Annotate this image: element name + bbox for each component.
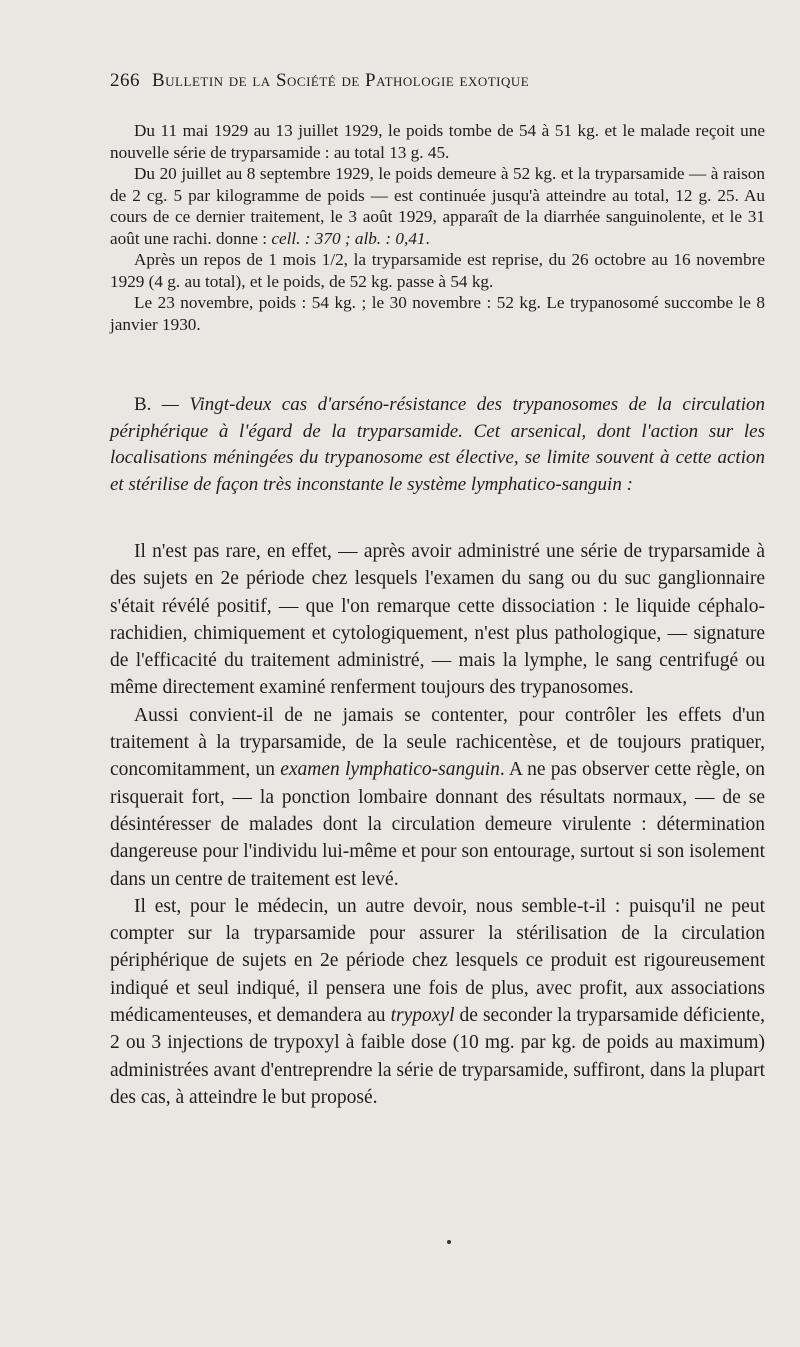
body-paragraph-1: Il n'est pas rare, en effet, — après avoir administré une série de tryparsamide à des sujets en 2e période chez lesquels l'examen du sang ou du suc ganglionnaire s'était révélé positif, — que l'on remarque cette dissociation : le liquide céphalo-rachidien, chimiquement et cytologiquement, n'est plus pathologique, — signature de l'efficacité du traitement administré, — mais la lymphe, le sang centrifugé ou même directement examiné renferment toujours des trypanosomes.: [110, 541, 765, 699]
section-heading-text: — Vingt-deux cas d'arséno-résistance des trypanosomes de la circulation périphérique à l'égard de la tryparsamide. Cet arsenical, dont l'action sur les localisations méningées du trypanosome est élective, se limite souvent à cette action et stérilise de façon très inconstante le système lymphatico-sanguin :: [110, 394, 765, 495]
case-note-4: Le 23 novembre, poids : 54 kg. ; le 30 novembre : 52 kg. Le trypanosomé succombe le 8 janvier 1930.: [110, 293, 765, 334]
body-paragraph-2: Aussi convient-il de ne jamais se contenter, pour contrôler les effets d'un traitement à la tryparsamide, de la seule rachicentèse, et de toujours pratiquer, concomitamment, un examen lymphatico-sanguin. A ne pas observer cette règle, on risquerait fort, — la ponction lombaire donnant des résultats normaux, — de se désintéresser de malades dont la circulation demeure virulente : détermination dangereuse pour l'individu lui-même et pour son entourage, surtout si son isolement dans un centre de traitement est levé.: [110, 704, 765, 890]
case-note-1: Du 11 mai 1929 au 13 juillet 1929, le poids tombe de 54 à 51 kg. et le malade reçoit une nouvelle série de tryparsamide : au total 13 g. 45.: [110, 121, 765, 162]
section-letter: B.: [134, 394, 152, 415]
case-note-2: Du 20 juillet au 8 septembre 1929, le poids demeure à 52 kg. et la tryparsamide — à raison de 2 cg. 5 par kilogramme de poids — est continuée jusqu'à atteindre au total, 12 g. 25. Au cours de ce dernier traitement, le 3 août 1929, apparaît de la diarrhée sanguinolente, et le 31 août une rachi. donne : cell. : 370 ; alb. : 0,41.: [110, 164, 765, 248]
page-number: 266: [110, 70, 140, 91]
page-header: [110, 70, 670, 100]
case-notes: [110, 120, 765, 335]
section-b-heading: [110, 392, 765, 498]
body-text: [110, 538, 765, 1111]
running-head: Bulletin de la Société de Pathologie exotique: [152, 70, 530, 91]
body-paragraph-3: Il est, pour le médecin, un autre devoir, nous semble-t-il : puisqu'il ne peut compter sur la tryparsamide pour assurer la stérilisation de la circulation périphérique de sujets en 2e période chez lesquels ce produit est rigoureusement indiqué et seul indiqué, il pensera une fois de plus, avec profit, aux associations médicamenteuses, et demandera au trypoxyl de seconder la tryparsamide déficiente, 2 ou 3 injections de trypoxyl à faible dose (10 mg. par kg. de poids au maximum) administrées avant d'entreprendre la série de tryparsamide, suffiront, dans la plupart des cas, à atteindre le but proposé.: [110, 895, 766, 1108]
case-note-3: Après un repos de 1 mois 1/2, la tryparsamide est reprise, du 26 octobre au 16 novembre 1929 (4 g. au total), et le poids, de 52 kg. passe à 54 kg.: [110, 250, 765, 291]
print-speck: [447, 1240, 451, 1244]
